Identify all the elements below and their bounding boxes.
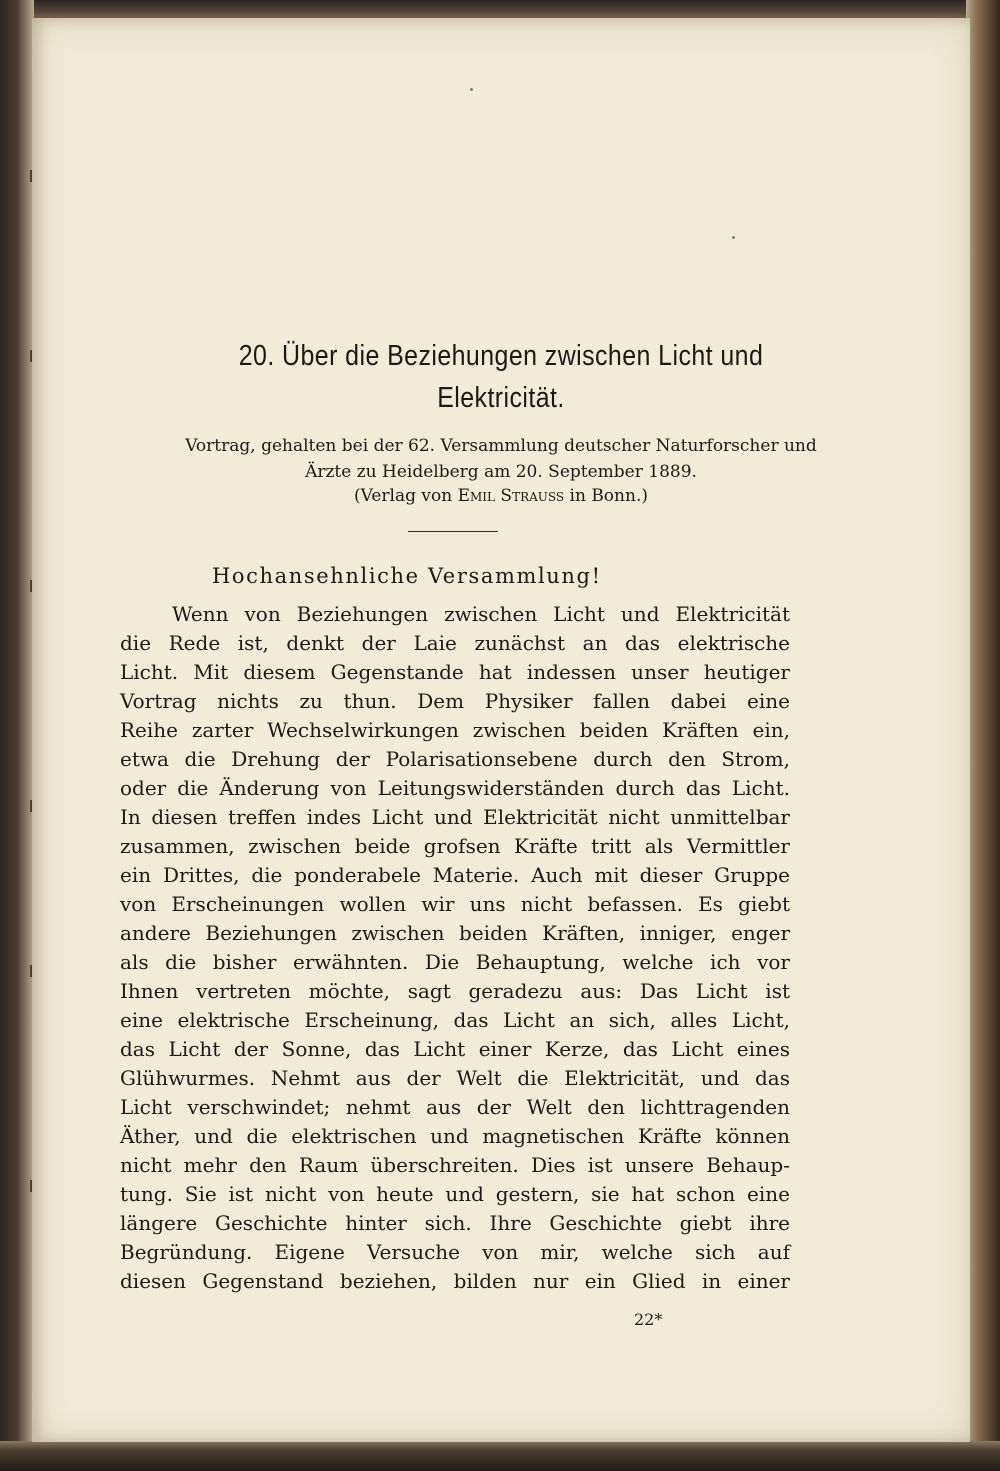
body-line: diesen Gegenstand beziehen, bilden nur ein Glied in einer (120, 1269, 790, 1293)
margin-mark (30, 1180, 32, 1192)
book-edge-bottom (0, 1441, 1000, 1471)
body-line: Wenn von Beziehungen zwischen Licht und Elektricität (172, 602, 790, 626)
book-edge-left (0, 0, 34, 1471)
chapter-title-line-2: Elektricität. (437, 382, 565, 414)
paper-speck (732, 236, 735, 239)
body-line: Begründung. Eigene Versuche von mir, welche sich auf (120, 1240, 790, 1264)
subtitle-line-1: Vortrag, gehalten bei der 62. Versammlung deutscher Naturforscher und (185, 436, 817, 456)
paper-speck (470, 88, 473, 91)
chapter-title-line-1: 20. Über die Beziehungen zwischen Licht und (238, 340, 764, 372)
body-line: tung. Sie ist nicht von heute und gestern, sie hat schon eine (120, 1182, 790, 1206)
book-page (32, 18, 970, 1442)
body-line: zusammen, zwischen beide grofsen Kräfte tritt als Vermittler (120, 834, 790, 858)
body-line: In diesen treffen indes Licht und Elektricität nicht unmittelbar (120, 805, 790, 829)
body-line: die Rede ist, denkt der Laie zunächst an das elektrische (120, 631, 790, 655)
body-line: Vortrag nichts zu thun. Dem Physiker fallen dabei eine (120, 689, 790, 713)
section-divider (408, 531, 498, 532)
body-line: Äther, und die elektrischen und magnetischen Kräfte können (120, 1124, 790, 1148)
body-line: nicht mehr den Raum überschreiten. Dies ist unsere Behaup- (120, 1153, 790, 1177)
body-line: Licht verschwindet; nehmt aus der Welt den lichttragenden (120, 1095, 790, 1119)
subtitle-line-3 (32, 486, 970, 506)
body-line: andere Beziehungen zwischen beiden Kräften, inniger, enger (120, 921, 790, 945)
book-edge-right (966, 0, 1000, 1471)
margin-mark (30, 170, 32, 182)
body-line: ein Drittes, die ponderabele Materie. Auch mit dieser Gruppe (120, 863, 790, 887)
subtitle-line-2: Ärzte zu Heidelberg am 20. September 1889. (305, 462, 697, 482)
subtitle-line-3-prefix: (Verlag von (354, 486, 458, 506)
body-line: eine elektrische Erscheinung, das Licht an sich, alles Licht, (120, 1008, 790, 1032)
margin-mark (30, 580, 32, 592)
body-line: das Licht der Sonne, das Licht einer Kerze, das Licht eines (120, 1037, 790, 1061)
margin-mark (30, 965, 32, 977)
body-line: von Erscheinungen wollen wir uns nicht befassen. Es giebt (120, 892, 790, 916)
body-line: Reihe zarter Wechselwirkungen zwischen beiden Kräften ein, (120, 718, 790, 742)
body-line: Ihnen vertreten möchte, sagt geradezu aus: Das Licht ist (120, 979, 790, 1003)
body-line: etwa die Drehung der Polarisationsebene durch den Strom, (120, 747, 790, 771)
subtitle-line-3-suffix: in Bonn.) (564, 486, 648, 506)
body-line: Glühwurmes. Nehmt aus der Welt die Elektricität, und das (120, 1066, 790, 1090)
body-line: Licht. Mit diesem Gegenstande hat indessen unser heutiger (120, 660, 790, 684)
publisher-name: Emil Strauss (457, 486, 565, 506)
body-line: oder die Änderung von Leitungswiderständen durch das Licht. (120, 776, 790, 800)
salutation: Hochansehnliche Versammlung! (212, 564, 602, 588)
margin-mark (30, 800, 32, 812)
page-number: 22* (634, 1310, 663, 1329)
margin-mark (30, 350, 32, 362)
body-line: längere Geschichte hinter sich. Ihre Geschichte giebt ihre (120, 1211, 790, 1235)
body-line: als die bisher erwähnten. Die Behauptung, welche ich vor (120, 950, 790, 974)
